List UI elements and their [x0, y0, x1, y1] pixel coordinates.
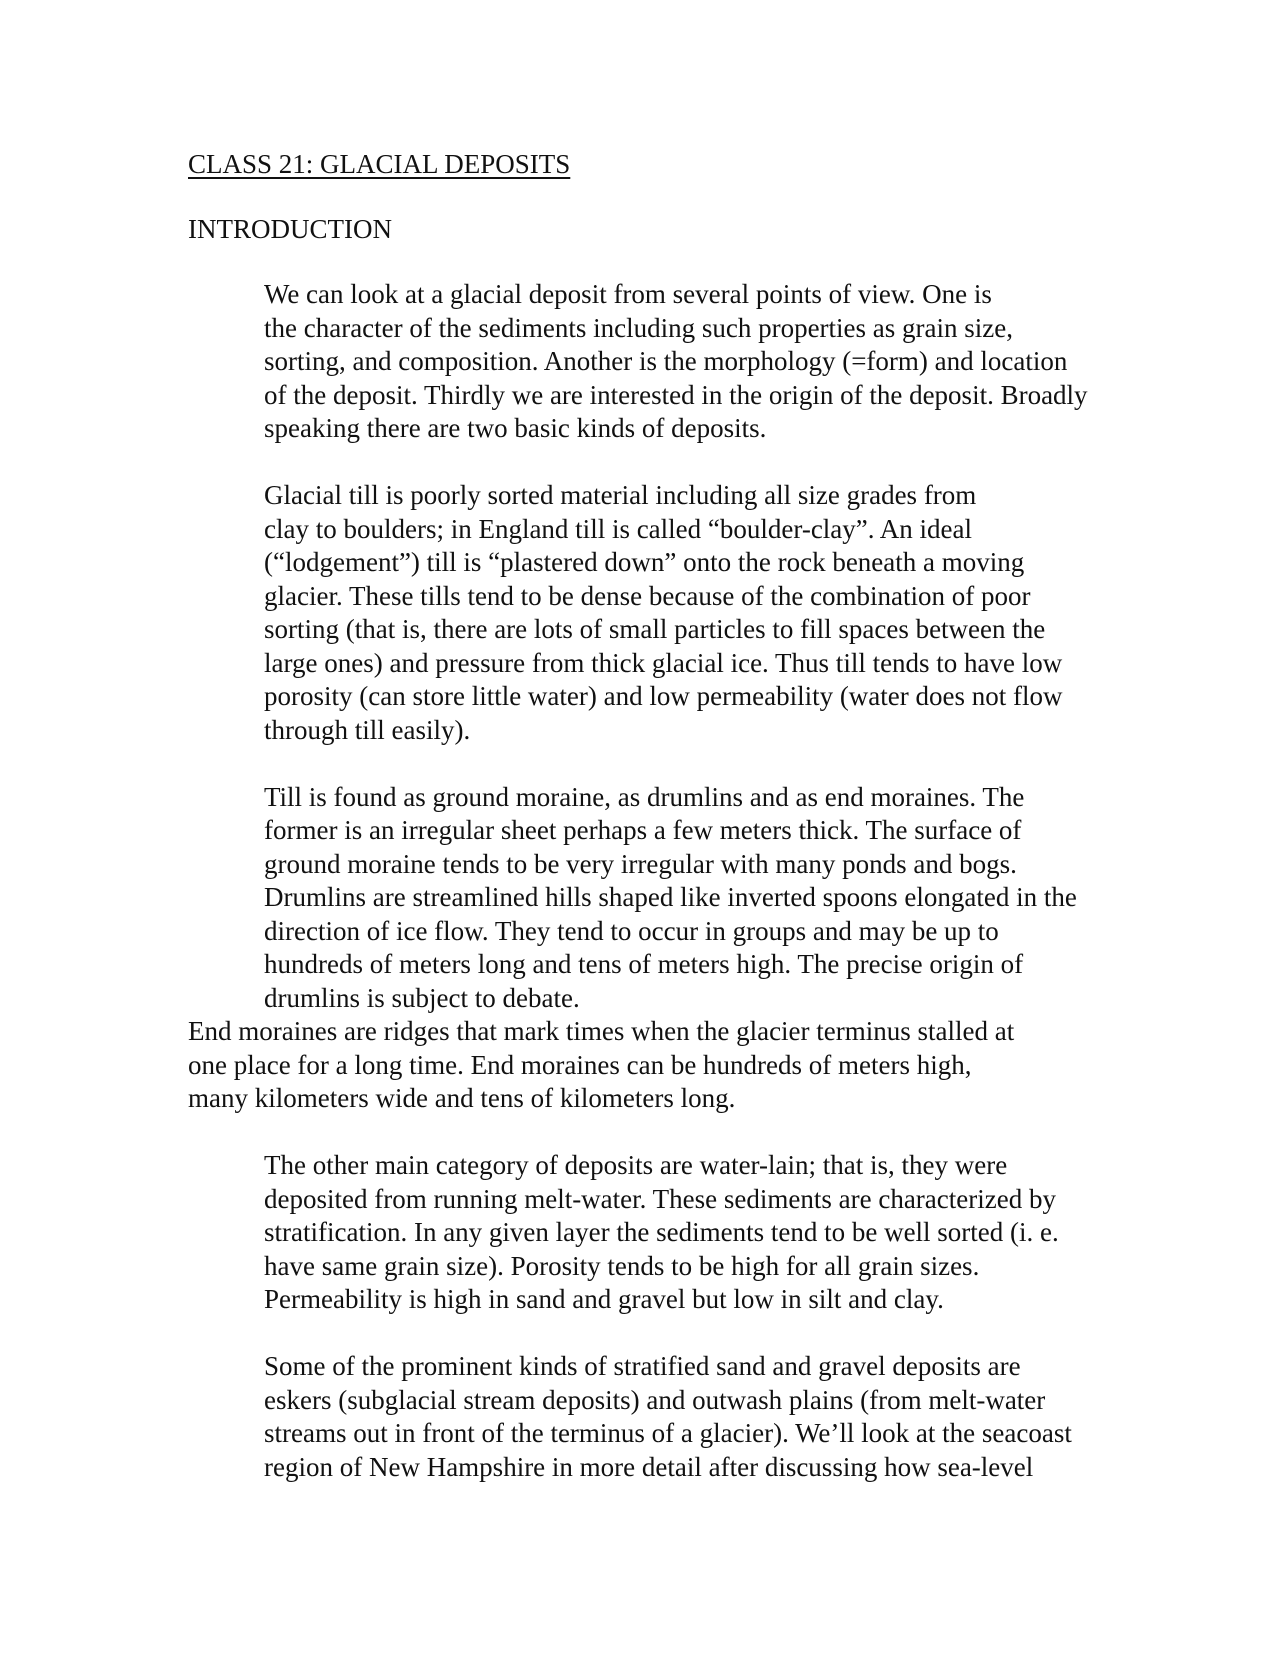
paragraph-stratified-deposits	[188, 1350, 1108, 1484]
paragraph-line: direction of ice flow. They tend to occur in groups and may be up to	[264, 915, 999, 946]
paragraph-line: have same grain size). Porosity tends to be high for all grain sizes.	[264, 1250, 980, 1281]
paragraph-line: ground moraine tends to be very irregular with many ponds and bogs.	[264, 848, 1017, 879]
paragraph-line: clay to boulders; in England till is called “boulder-clay”. An ideal	[264, 513, 972, 544]
paragraph-line: former is an irregular sheet perhaps a few meters thick. The surface of	[264, 815, 1022, 845]
paragraph-line: glacier. These tills tend to be dense because of the combination of poor	[264, 580, 1031, 611]
paragraph-line: region of New Hampshire in more detail after discussing how sea-level	[264, 1451, 1034, 1482]
paragraph-line: porosity (can store little water) and low permeability (water does not flow	[264, 681, 1063, 711]
paragraph-glacial-till	[188, 479, 1108, 747]
paragraph-line: large ones) and pressure from thick glacial ice. Thus till tends to have low	[264, 647, 1063, 678]
paragraph-line: stratification. In any given layer the sediments tend to be well sorted (i. e.	[264, 1217, 1059, 1247]
paragraph-points-of-view	[188, 278, 1108, 446]
paragraph-line: many kilometers wide and tens of kilometers long.	[188, 1083, 736, 1113]
paragraph-line: deposited from running melt-water. These sediments are characterized by	[264, 1183, 1056, 1214]
paragraph-line: through till easily).	[264, 714, 471, 745]
section-heading: INTRODUCTION	[188, 213, 392, 244]
paragraph-line: eskers (subglacial stream deposits) and outwash plains (from melt-water	[264, 1384, 1046, 1415]
paragraph-line: one place for a long time. End moraines can be hundreds of meters high,	[188, 1049, 972, 1080]
document-title: CLASS 21: GLACIAL DEPOSITS	[188, 149, 571, 179]
paragraph-line: of the deposit. Thirdly we are interested in the origin of the deposit. Broadly	[264, 379, 1088, 410]
paragraph-line: (“lodgement”) till is “plastered down” onto the rock beneath a moving	[264, 547, 1025, 577]
paragraph-line: sorting (that is, there are lots of small particles to fill spaces between the	[264, 614, 1046, 644]
paragraph-line: The other main category of deposits are water-lain; that is, they were	[264, 1150, 1008, 1180]
paragraph-line: Drumlins are streamlined hills shaped like inverted spoons elongated in the	[264, 882, 1077, 912]
paragraph-line: hundreds of meters long and tens of meters high. The precise origin of	[264, 949, 1024, 979]
paragraph-line: Glacial till is poorly sorted material including all size grades from	[264, 480, 977, 510]
paragraph-line: speaking there are two basic kinds of deposits.	[264, 413, 767, 443]
paragraph-line: Some of the prominent kinds of stratified sand and gravel deposits are	[264, 1351, 1021, 1381]
document-page	[188, 148, 1108, 1518]
paragraph-water-lain	[188, 1149, 1108, 1317]
paragraph-line: End moraines are ridges that mark times when the glacier terminus stalled at	[188, 1016, 1015, 1046]
paragraph-end-moraines	[188, 1015, 1108, 1116]
paragraph-line: streams out in front of the terminus of a glacier). We’ll look at the seacoast	[264, 1418, 1072, 1448]
paragraph-line: We can look at a glacial deposit from several points of view. One is	[264, 279, 992, 309]
paragraph-moraines-drumlins	[188, 781, 1108, 1016]
paragraph-line: sorting, and composition. Another is the morphology (=form) and location	[264, 346, 1068, 376]
paragraph-line: Permeability is high in sand and gravel but low in silt and clay.	[264, 1284, 944, 1314]
paragraph-line: Till is found as ground moraine, as drumlins and as end moraines. The	[264, 781, 1025, 812]
paragraph-line: the character of the sediments including such properties as grain size,	[264, 312, 1013, 343]
paragraph-line: drumlins is subject to debate.	[264, 982, 580, 1013]
